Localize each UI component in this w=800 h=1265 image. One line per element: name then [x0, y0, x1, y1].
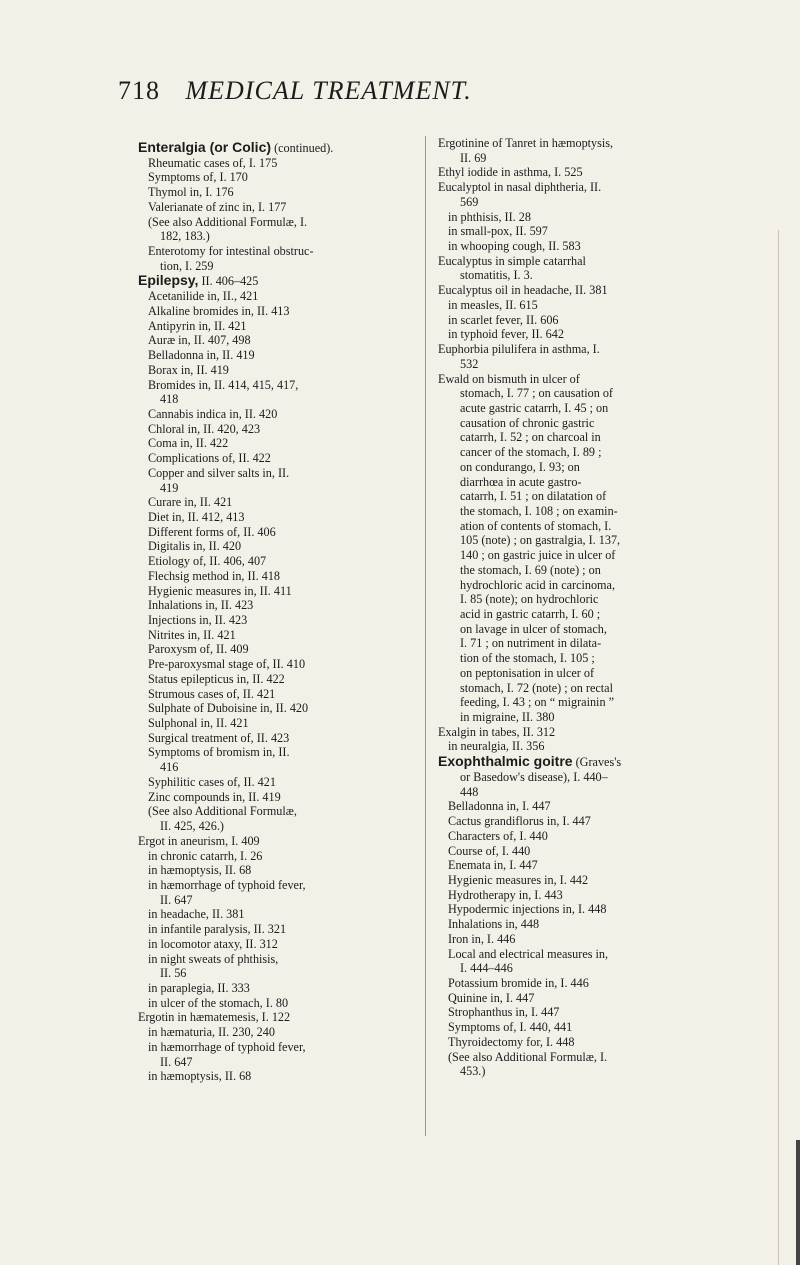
- index-entry: Ergotinine of Tanret in hæmoptysis,: [438, 136, 614, 150]
- index-entry: Potassium bromide in, I. 446: [448, 975, 589, 990]
- index-entry: in small-pox, II. 597: [448, 224, 548, 239]
- index-entry: 105 (note) ; on gastralgia, I. 137,: [460, 533, 621, 548]
- index-entry: 532: [460, 356, 479, 371]
- index-entry: Chloral in, II. 420, 423: [148, 421, 261, 436]
- index-entry: Auræ in, II. 407, 498: [148, 333, 251, 348]
- index-entry: Syphilitic cases of, II. 421: [148, 774, 276, 789]
- index-entry: (See also Additional Formulæ,: [148, 804, 297, 819]
- index-entry: Curare in, II. 421: [148, 495, 233, 510]
- index-entry: Eucalyptus oil in headache, II. 381: [438, 283, 608, 298]
- index-entry: Paroxysm of, II. 409: [148, 642, 249, 657]
- index-entry: in hæmorrhage of typhoid fever,: [148, 1039, 306, 1054]
- index-entry: Complications of, II. 422: [148, 451, 271, 466]
- index-entry: Quinine in, I. 447: [448, 990, 535, 1005]
- index-entry: 418: [160, 392, 179, 407]
- index-entry: II. 69: [460, 150, 487, 165]
- index-entry: Strumous cases of, II. 421: [148, 686, 276, 701]
- index-entry: Hydrotherapy in, I. 443: [448, 887, 563, 902]
- index-entry: in measles, II. 615: [448, 297, 538, 312]
- index-entry: or Basedow's disease), I. 440–: [460, 769, 608, 784]
- index-entry: Hypodermic injections in, I. 448: [448, 902, 607, 917]
- index-entry: Symptoms of, I. 170: [148, 170, 248, 185]
- index-entry: Borax in, II. 419: [148, 362, 229, 377]
- index-entry: Zinc compounds in, II. 419: [148, 789, 281, 804]
- index-entry: Sulphonal in, II. 421: [148, 716, 249, 731]
- index-entry: in migraine, II. 380: [460, 710, 555, 725]
- index-entry: I. 444–446: [460, 961, 513, 976]
- index-entry: on peptonisation in ulcer of: [460, 665, 595, 680]
- index-entry: Ethyl iodide in asthma, I. 525: [438, 165, 583, 180]
- index-entry: hydrochloric acid in carcinoma,: [460, 577, 615, 592]
- index-entry: Thymol in, I. 176: [148, 185, 234, 200]
- index-entry: 416: [160, 760, 179, 775]
- index-entry: in scarlet fever, II. 606: [448, 312, 559, 327]
- index-entry: 453.): [460, 1064, 486, 1079]
- index-entry: Exalgin in tabes, II. 312: [438, 724, 556, 739]
- index-column-right: [425, 136, 690, 1136]
- index-entry: Flechsig method in, II. 418: [148, 568, 281, 583]
- index-entry: Characters of, I. 440: [448, 828, 548, 843]
- index-entry: Ergot in aneurism, I. 409: [138, 833, 260, 848]
- index-entry: Copper and silver salts in, II.: [148, 465, 290, 480]
- index-entry: II. 647: [160, 892, 193, 907]
- index-entry: in chronic catarrh, I. 26: [148, 848, 263, 863]
- index-entry: catarrh, I. 52 ; on charcoal in: [460, 430, 601, 445]
- index-entry: Cannabis indica in, II. 420: [148, 406, 278, 421]
- index-entry: Enemata in, I. 447: [448, 858, 538, 873]
- index-entry: Belladonna in, I. 447: [448, 799, 551, 814]
- index-entry: in locomotor ataxy, II. 312: [148, 936, 278, 951]
- index-entry: Diet in, II. 412, 413: [148, 509, 245, 524]
- index-entry: Etiology of, II. 406, 407: [148, 554, 267, 569]
- index-entry: in whooping cough, II. 583: [448, 239, 581, 254]
- index-entry: stomatitis, I. 3.: [460, 268, 533, 283]
- index-entry: feeding, I. 43 ; on “ migrainin ”: [460, 695, 614, 710]
- index-entry: Symptoms of bromism in, II.: [148, 745, 290, 760]
- index-entry: Bromides in, II. 414, 415, 417,: [148, 377, 299, 392]
- index-entry: Status epilepticus in, II. 422: [148, 671, 285, 686]
- index-entry: Belladonna in, II. 419: [148, 348, 255, 363]
- index-entry: in phthisis, II. 28: [448, 209, 531, 224]
- index-entry: 569: [460, 194, 479, 209]
- index-entry: cancer of the stomach, I. 89 ;: [460, 445, 602, 460]
- index-entry: in neuralgia, II. 356: [448, 739, 545, 754]
- index-entry: 448: [460, 784, 479, 799]
- index-entry: Exophthalmic goitre (Graves's: [438, 753, 622, 770]
- index-entry: Strophanthus in, I. 447: [448, 1005, 560, 1020]
- index-entry: Euphorbia pilulifera in asthma, I.: [438, 342, 600, 357]
- index-entry: Antipyrin in, II. 421: [148, 318, 247, 333]
- page-number: 718: [118, 76, 160, 105]
- page-edge-shadow: [778, 230, 779, 1265]
- index-entry: diarrhœa in acute gastro-: [460, 474, 582, 489]
- index-entry: the stomach, I. 108 ; on examin-: [460, 503, 618, 518]
- index-entry: the stomach, I. 69 (note) ; on: [460, 562, 601, 577]
- index-entry: in hæmaturia, II. 230, 240: [148, 1025, 275, 1040]
- binding-edge-mark: [796, 1140, 800, 1265]
- index-entry: tion, I. 259: [160, 258, 214, 273]
- index-entry: Digitalis in, II. 420: [148, 539, 242, 554]
- index-entry: Enteralgia (or Colic) (continued).: [138, 139, 334, 155]
- index-entry: II. 647: [160, 1054, 193, 1069]
- index-entry: Eucalyptus in simple catarrhal: [438, 253, 586, 268]
- index-entry: Ergotin in hæmatemesis, I. 122: [138, 1010, 291, 1025]
- index-entry: in paraplegia, II. 333: [148, 980, 250, 995]
- index-entry: Different forms of, II. 406: [148, 524, 276, 539]
- index-entry: in headache, II. 381: [148, 907, 245, 922]
- index-entry: Iron in, I. 446: [448, 931, 516, 946]
- index-entry: Inhalations in, II. 423: [148, 598, 254, 613]
- index-entry: (See also Additional Formulæ, I.: [148, 214, 308, 229]
- index-entry: Cactus grandiflorus in, I. 447: [448, 814, 591, 829]
- index-entry: Ewald on bismuth in ulcer of: [438, 371, 580, 386]
- index-entry: Coma in, II. 422: [148, 436, 229, 451]
- index-entry: stomach, I. 77 ; on causation of: [460, 386, 613, 401]
- index-entry: Epilepsy, II. 406–425: [138, 272, 259, 289]
- index-entry: in hæmorrhage of typhoid fever,: [148, 877, 306, 892]
- index-entry: tion of the stomach, I. 105 ;: [460, 651, 595, 666]
- index-entry: Pre-paroxysmal stage of, II. 410: [148, 657, 306, 672]
- index-entry: Rheumatic cases of, I. 175: [148, 155, 278, 170]
- index-entry: in hæmoptysis, II. 68: [148, 863, 252, 878]
- index-entry: Course of, I. 440: [448, 843, 531, 858]
- index-entry: acid in gastric catarrh, I. 60 ;: [460, 607, 601, 621]
- index-entry: on lavage in ulcer of stomach,: [460, 621, 607, 636]
- index-entry: in night sweats of phthisis,: [148, 951, 279, 966]
- index-entry: Injections in, II. 423: [148, 613, 248, 627]
- index-entry: Hygienic measures in, II. 411: [148, 583, 292, 598]
- index-entry: catarrh, I. 51 ; on dilatation of: [460, 489, 607, 504]
- index-entry: ation of contents of stomach, I.: [460, 518, 612, 533]
- index-entry: in typhoid fever, II. 642: [448, 327, 564, 342]
- index-entry: II. 425, 426.): [160, 819, 224, 834]
- index-entry: Acetanilide in, II., 421: [148, 289, 259, 304]
- index-entry: 419: [160, 480, 179, 495]
- index-entry: in infantile paralysis, II. 321: [148, 922, 287, 937]
- index-entry: on condurango, I. 93; on: [460, 459, 580, 474]
- index-entry: Thyroidectomy for, I. 448: [448, 1034, 575, 1049]
- index-entry: acute gastric catarrh, I. 45 ; on: [460, 400, 609, 415]
- index-entry: II. 56: [160, 966, 187, 981]
- index-entry: Nitrites in, II. 421: [148, 627, 236, 642]
- index-entry: (See also Additional Formulæ, I.: [448, 1049, 608, 1064]
- running-header: [118, 76, 472, 106]
- running-title: MEDICAL TREATMENT.: [185, 76, 472, 105]
- index-entry: Symptoms of, I. 440, 441: [448, 1020, 573, 1035]
- index-entry: Eucalyptol in nasal diphtheria, II.: [438, 180, 602, 195]
- index-entry: 182, 183.): [160, 229, 210, 244]
- index-entry: 140 ; on gastric juice in ulcer of: [460, 548, 616, 563]
- index-entry: Local and electrical measures in,: [448, 946, 609, 961]
- index-entry: Valerianate of zinc in, I. 177: [148, 199, 287, 214]
- index-entry: Alkaline bromides in, II. 413: [148, 303, 290, 318]
- index-entry: causation of chronic gastric: [460, 415, 595, 430]
- index-column-left: [138, 140, 383, 1084]
- index-entry: I. 85 (note); on hydrochloric: [460, 592, 599, 607]
- index-entry: in hæmoptysis, II. 68: [148, 1069, 252, 1084]
- index-entry: in ulcer of the stomach, I. 80: [148, 995, 289, 1010]
- index-entry: Inhalations in, 448: [448, 917, 540, 932]
- index-entry: Hygienic measures in, I. 442: [448, 872, 589, 887]
- index-entry: I. 71 ; on nutriment in dilata-: [460, 636, 602, 651]
- index-entry: Sulphate of Duboisine in, II. 420: [148, 701, 309, 716]
- index-entry: stomach, I. 72 (note) ; on rectal: [460, 680, 613, 695]
- index-entry: Surgical treatment of, II. 423: [148, 730, 290, 745]
- index-entry: Enterotomy for intestinal obstruc-: [148, 244, 314, 259]
